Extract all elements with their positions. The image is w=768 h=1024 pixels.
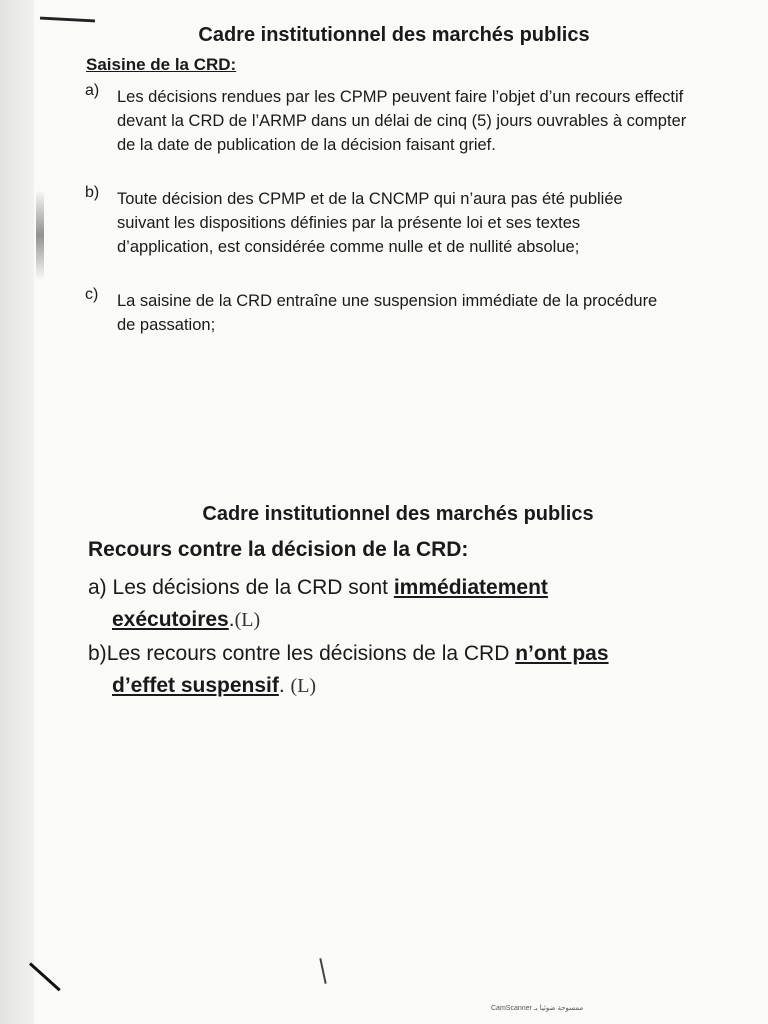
section-1-item-a [85,82,697,157]
section-1-item-c [85,286,677,337]
item-emphasis: n’ont pas [515,642,609,665]
scanner-watermark: CamScanner ممسوحة ضوئيا بـ [491,1005,584,1012]
item-text: Les décisions rendues par les CPMP peuvent faire l’objet d’un recours effectif devant la CRD de l’ARMP dans un délai de cinq (5) jours ouvrables à compter de la date de publication de la décision faisant grief. [117,88,687,154]
item-marker: a) [85,82,100,99]
item-marker: b) [88,642,107,665]
item-marker: a) [88,576,107,599]
item-emphasis: immédiatement [393,576,548,599]
item-marker: b) [85,184,100,201]
item-text-after: . [228,608,235,631]
item-emphasis-continued: d’effet suspensif [112,674,279,697]
item-text: La saisine de la CRD entraîne une suspension immédiate de la procédure de passation; [117,292,658,334]
item-marker: c) [85,286,99,303]
section-1-title: Cadre institutionnel des marchés publics [198,24,590,46]
law-tag: (L) [234,609,261,631]
item-text-before: Les décisions de la CRD sont [112,576,394,599]
section-2-heading: Recours contre la décision de la CRD: [88,538,469,561]
section-2-item-b [88,638,688,702]
item-emphasis-continued: exécutoires [112,608,229,631]
section-1-item-b [85,184,677,259]
section-2-item-a [88,572,688,636]
section-2-title: Cadre institutionnel des marchés publics [202,503,594,525]
item-text: Toute décision des CPMP et de la CNCMP qui n’aura pas été publiée suivant les dispositions définies par la présente loi et ses textes d’application, est considérée comme nulle et de nullité absolue; [117,190,623,256]
law-tag: (L) [290,675,317,697]
scan-shadow [36,190,44,280]
item-text-before: Les recours contre les décisions de la CRD [106,642,516,665]
item-text-after: . [278,674,291,697]
section-1-heading: Saisine de la CRD: [86,55,237,74]
